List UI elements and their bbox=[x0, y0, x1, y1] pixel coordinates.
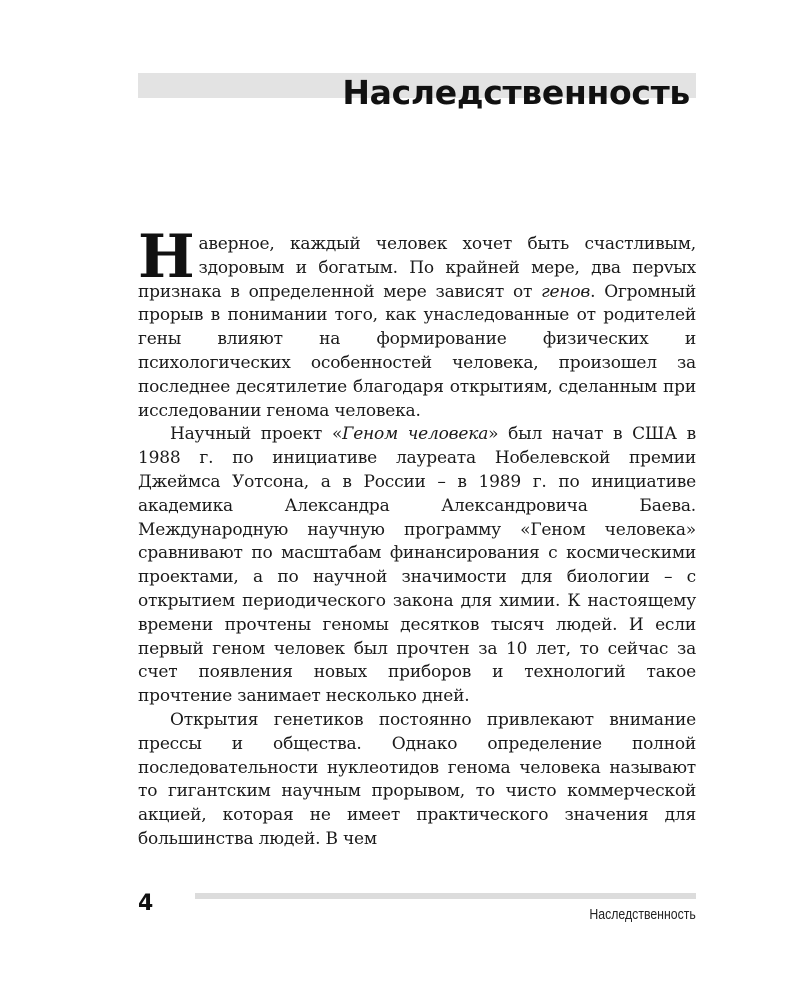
drop-cap: Н bbox=[138, 222, 195, 292]
paragraph-2 bbox=[138, 423, 696, 709]
paragraph-1-emphasis: генов bbox=[541, 281, 591, 302]
chapter-title: Наследственность bbox=[342, 73, 690, 112]
paragraph-1-text-b: . Огромный прорыв в понимании того, как унаследованные от родителей гены влияют на формирование физических и психологических особенностей человека, произошел за последнее десятилетие благодаря открытиям, сделанным при исследовании генома человека. bbox=[138, 281, 697, 421]
paragraph-2-text-b: » был начат в США в 1988 г. по инициативе лауреата Нобелевской премии Джеймса Уотсона, а в России – в 1989 г. по инициативе академика Александра Александровича Баева. Международную научную программу «Геном человека» сравнивают по масштабам финансирования с космическими проектами, а по научной значимости для биологии – с открытием периодического закона для химии. К настоящему времени прочтены геномы десятков тысяч людей. И если первый геном человек был прочтен за 10 лет, то сейчас за счет появления новых приборов и технологий такое прочтение занимает несколько дней. bbox=[138, 424, 696, 707]
paragraph-2-text-a: Научный проект « bbox=[170, 424, 343, 445]
page-number: 4 bbox=[138, 891, 154, 916]
body-text bbox=[138, 222, 697, 852]
paragraph-1 bbox=[138, 222, 697, 423]
footer-rule bbox=[195, 893, 696, 899]
running-head: Наследственность bbox=[589, 906, 696, 923]
paragraph-1-text-a: аверное, каждый человек хочет быть счастливым, здоровым и богатым. По крайней мере, два перvых признака в определенной мере зависят от bbox=[138, 234, 696, 302]
paragraph-3: Открытия генетиков постоянно привлекают внимание прессы и общества. Однако определение полной последовательности нуклеотидов генома человека называют то гигантским научным прорывом, то чисто коммерческой акцией, которая не имеет практического значения для большинства людей. В чем bbox=[138, 709, 696, 849]
paragraph-2-emphasis: Геном человека bbox=[342, 424, 489, 445]
